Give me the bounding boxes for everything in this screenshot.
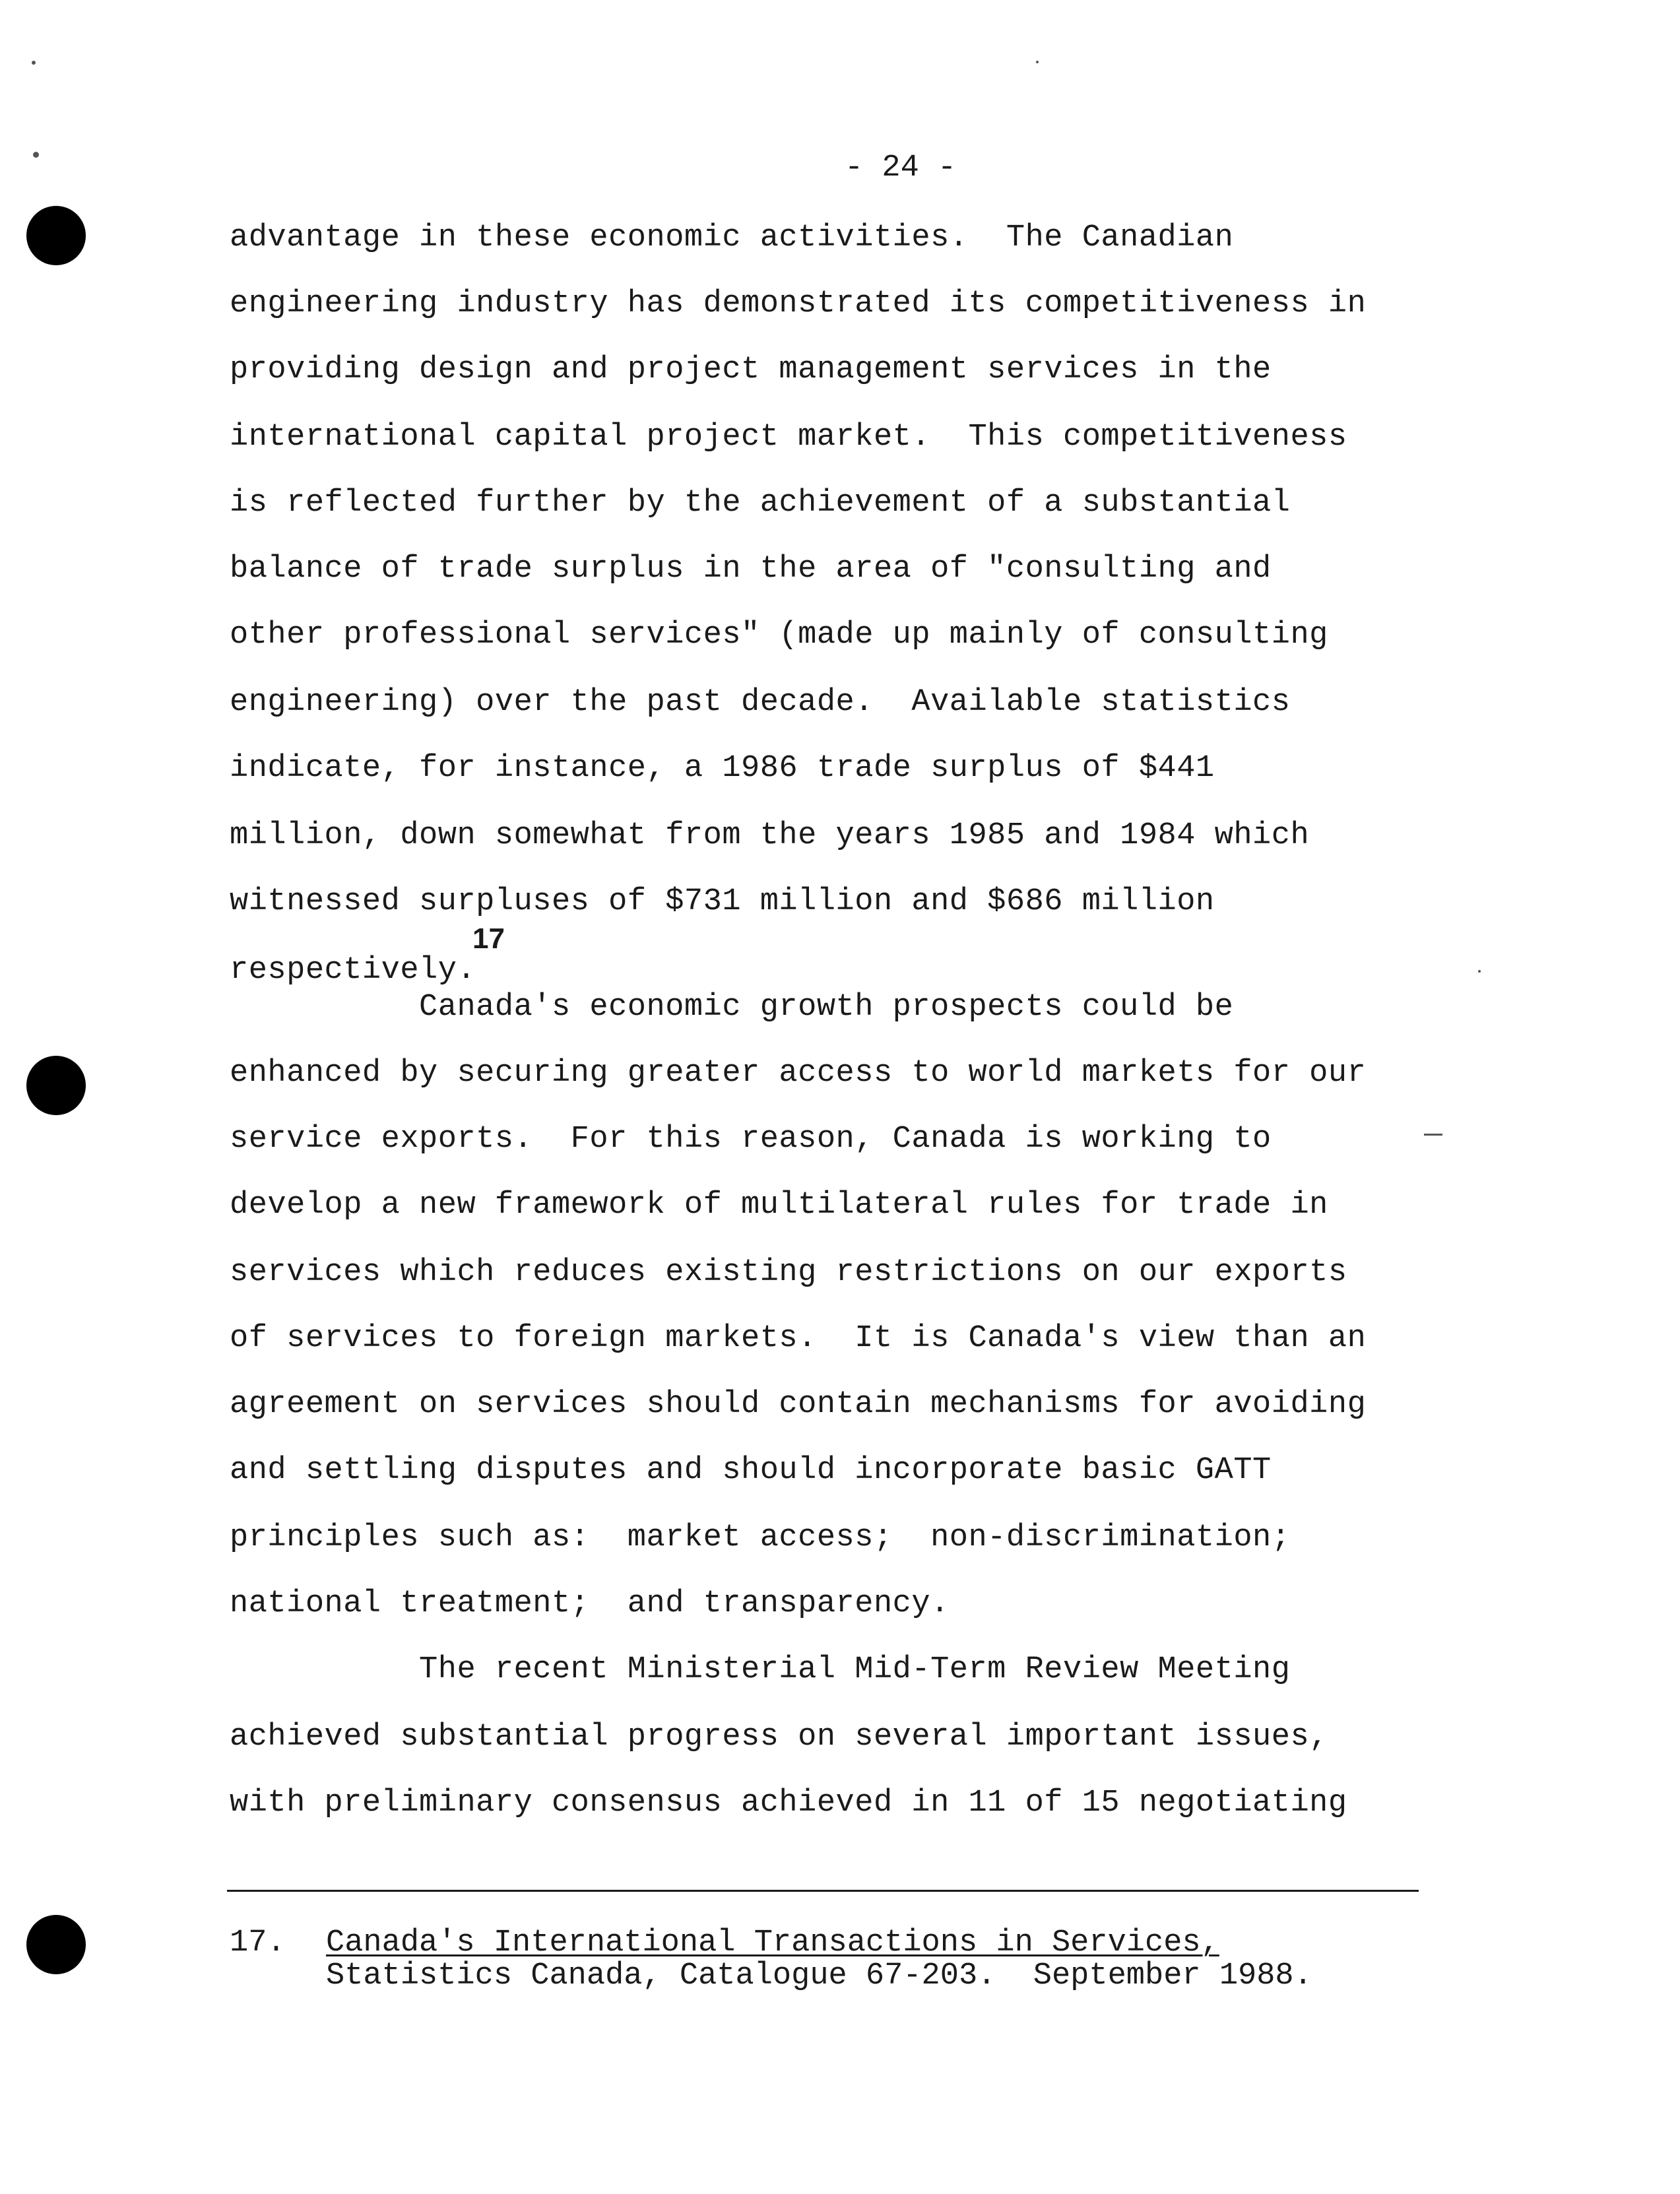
footnote-title: Canada's International Transactions in Services, [326,1925,1219,1960]
footnote-marker: 17 [472,922,505,955]
body-line: service exports. For this reason, Canada is working to [230,1122,1272,1157]
footnote-source: Statistics Canada, Catalogue 67-203. September 1988. [326,1958,1312,1993]
body-line: services which reduces existing restrictions on our exports [230,1255,1347,1290]
scan-speck [1478,970,1481,973]
punch-hole-middle [26,1056,86,1115]
body-line: agreement on services should contain mechanisms for avoiding [230,1387,1367,1422]
scan-speck [1036,61,1039,63]
page-number: - 24 - [845,150,957,185]
body-line: respectively. [230,953,476,988]
body-line: develop a new framework of multilateral rules for trade in [230,1188,1328,1223]
body-line: The recent Ministerial Mid-Term Review Meeting [230,1652,1291,1687]
footnote-number: 17. [230,1925,286,1960]
scan-speck [1424,1134,1442,1136]
body-line: other professional services" (made up mainly of consulting [230,618,1328,653]
body-line: indicate, for instance, a 1986 trade surplus of $441 [230,751,1215,786]
body-line: principles such as: market access; non-discrimination; [230,1520,1291,1555]
body-line: advantage in these economic activities. The Canadian [230,220,1234,255]
punch-hole-top [26,206,86,265]
scan-speck [33,152,39,158]
body-line: and settling disputes and should incorporate basic GATT [230,1453,1272,1488]
body-line: achieved substantial progress on several important issues, [230,1720,1328,1755]
body-line: engineering) over the past decade. Available statistics [230,685,1291,720]
body-line: balance of trade surplus in the area of "consulting and [230,552,1272,587]
footnote-rule [227,1890,1419,1892]
body-line: witnessed surpluses of $731 million and $686 million [230,884,1215,919]
punch-hole-bottom [26,1915,86,1974]
body-line: international capital project market. This competitiveness [230,420,1347,455]
body-line: of services to foreign markets. It is Canada's view than an [230,1321,1367,1356]
body-line: enhanced by securing greater access to world markets for our [230,1056,1367,1091]
body-line: national treatment; and transparency. [230,1586,950,1621]
body-line: engineering industry has demonstrated its competitiveness in [230,286,1367,321]
body-line: with preliminary consensus achieved in 11 of 15 negotiating [230,1786,1347,1821]
body-line: providing design and project management services in the [230,352,1272,387]
body-line: is reflected further by the achievement of a substantial [230,486,1291,521]
scan-speck [32,61,36,65]
body-line: million, down somewhat from the years 1985 and 1984 which [230,818,1310,853]
body-line: Canada's economic growth prospects could be [230,990,1234,1025]
